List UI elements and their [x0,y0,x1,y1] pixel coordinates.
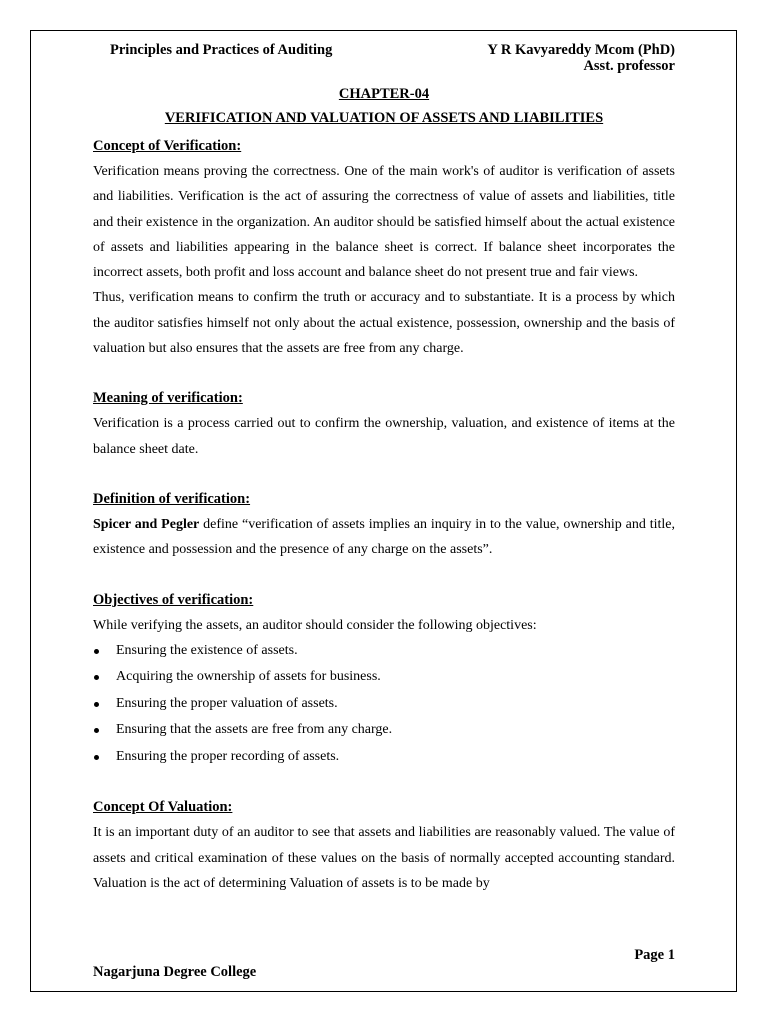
bullet-icon [94,755,99,760]
list-item: Ensuring the proper valuation of assets. [93,691,675,718]
bullet-icon [94,675,99,680]
chapter-number: CHAPTER-04 [338,86,430,102]
paragraph-concept-verification-1: Verification means proving the correctness. One of the main work's of auditor is verification of assets and liabilities. Verification is the act of assuring the correctness of value of assets and liabilities, title and their existence in the organization. An auditor should be satisfied himself about the actual existence of assets and liabilities appearing in the balance sheet is correct. If balance sheet incorporates the incorrect assets, both profit and loss account and balance sheet do not present true and fair views. [93,164,675,281]
paragraph-objectives-intro: While verifying the assets, an auditor should consider the following objectives: [93,617,537,633]
list-item: Acquiring the ownership of assets for business. [93,664,675,691]
definition-author: Spicer and Pegler [93,516,200,532]
heading-concept-verification: Concept of Verification: [93,138,242,154]
footer-college: Nagarjuna Degree College [93,964,257,980]
author-block [487,42,675,74]
spacer [93,770,675,795]
list-item: Ensuring that the assets are free from any charge. [93,717,675,744]
running-header [93,38,675,78]
page-number: Page 1 [634,947,675,963]
heading-valuation: Concept Of Valuation: [93,799,233,816]
spacer [93,361,675,386]
chapter-title: VERIFICATION AND VALUATION OF ASSETS AND LIABILITIES [164,110,604,126]
spacer [93,462,675,487]
author-name: Y R Kavyareddy Mcom (PhD) [487,42,675,58]
page-content [93,38,675,896]
heading-objectives: Objectives of verification: [93,591,254,608]
heading-meaning: Meaning of verification: [93,390,243,407]
author-position: Asst. professor [583,58,675,74]
definition-text: define “verification of assets implies an inquiry in to the value, ownership and title, existence and possession and the presence of any charge on the assets”. [93,516,675,558]
objectives-list [93,638,675,771]
course-title: Principles and Practices of Auditing [110,42,333,58]
bullet-icon [94,728,99,733]
paragraph-definition [93,512,675,563]
paragraph-valuation: It is an important duty of an auditor to see that assets and liabilities are reasonably valued. The value of assets and critical examination of these values on the basis of normally accepted accounting standard. Valuation is the act of determining Valuation of assets is to be made by [93,825,675,891]
bullet-icon [94,702,99,707]
paragraph-meaning: Verification is a process carried out to confirm the ownership, valuation, and existence of items at the balance sheet date. [93,416,675,457]
paragraph-concept-verification-2: Thus, verification means to confirm the truth or accuracy and to substantiate. It is a process by which the auditor satisfies himself not only about the actual existence, possession, ownership and the basis of valuation but also ensures that the assets are free from any charge. [93,290,675,357]
bullet-icon [94,649,99,654]
list-item: Ensuring the proper recording of assets. [93,744,675,771]
list-item: Ensuring the existence of assets. [93,638,675,665]
heading-definition: Definition of verification: [93,490,251,507]
spacer [93,563,675,588]
